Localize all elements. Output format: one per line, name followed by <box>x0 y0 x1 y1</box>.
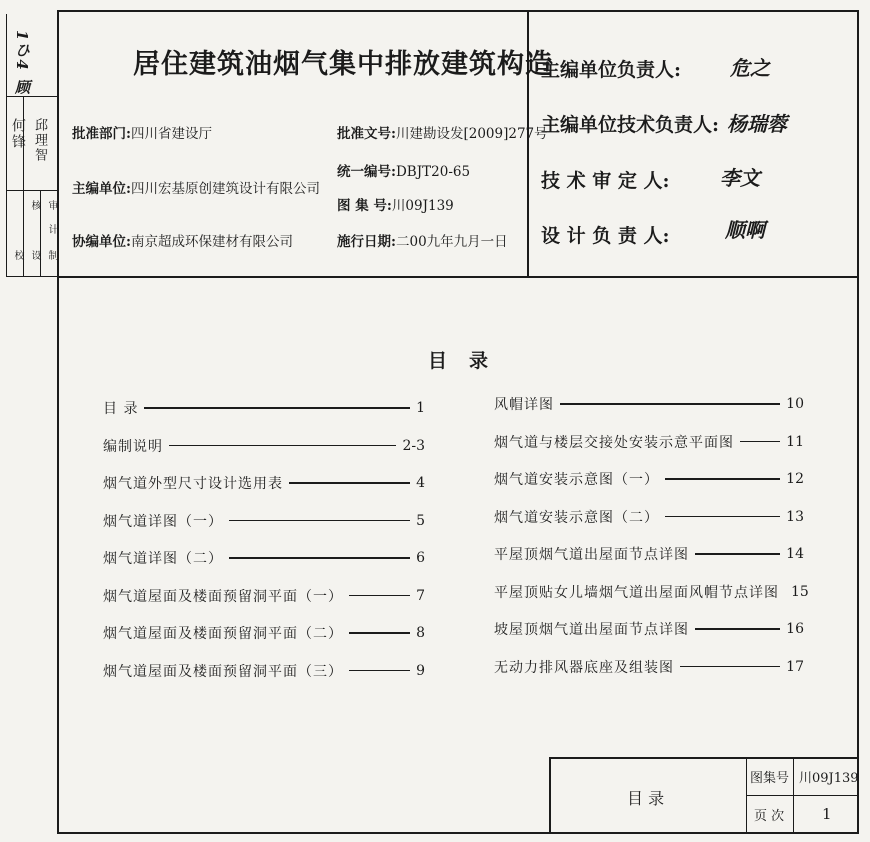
serial-no <box>337 160 470 180</box>
responsible-label: 主编单位技术负责人: <box>541 114 720 136</box>
title-block-atlas: 川09J139 <box>799 771 859 786</box>
toc-entry-label: 烟气道安装示意图（一） <box>494 472 659 488</box>
toc-leader-line <box>680 666 780 667</box>
toc-entry[interactable] <box>103 623 425 643</box>
title-block-name: 目 录 <box>627 789 665 808</box>
toc-leader-line <box>169 445 396 446</box>
atlas-value: 川09J139 <box>391 198 454 214</box>
toc-entry-label: 编制说明 <box>103 438 163 455</box>
toc-entry-page: 8 <box>416 625 425 641</box>
toc-entry-page: 17 <box>786 658 804 675</box>
toc-entry-page: 4 <box>416 475 425 491</box>
title-block-page-label: 页 次 <box>754 809 785 824</box>
side-signature-mid2: 邱理智 <box>32 118 47 163</box>
left-strip-divider <box>6 96 57 97</box>
chief-unit-value: 四川宏基原创建筑设计有限公司 <box>130 181 320 197</box>
toc-entry-page: 5 <box>416 512 425 529</box>
responsible-label: 技 术 审 定 人: <box>541 170 670 192</box>
toc-entry[interactable] <box>494 657 804 677</box>
responsible-signature: 危之 <box>730 56 770 80</box>
toc-entry-page: 6 <box>416 550 425 566</box>
toc-entry[interactable] <box>494 394 804 414</box>
toc-leader-line <box>695 553 780 554</box>
toc-leader-line <box>740 441 780 442</box>
toc-entry[interactable] <box>494 469 804 489</box>
title-block-atlas-label: 图集号 <box>750 771 790 786</box>
toc-entry[interactable] <box>494 432 804 452</box>
toc-title: 目录 <box>428 350 511 372</box>
side-label: 计 <box>46 224 57 235</box>
toc-entry-label: 烟气道屋面及楼面预留洞平面（二） <box>103 626 343 642</box>
approval-no-value: 川建勘设发[2009]277号 <box>395 126 548 142</box>
toc-entry[interactable] <box>103 586 425 606</box>
approval-dept-label: 批准部门: <box>72 126 131 142</box>
toc-entry-label: 平屋顶烟气道出屋面节点详图 <box>494 547 689 563</box>
left-strip-divider <box>6 276 57 277</box>
chief-unit <box>72 177 320 197</box>
effective-date <box>337 230 508 250</box>
responsible-label: 主编单位负责人: <box>541 59 682 81</box>
toc-entry-page: 10 <box>786 396 804 412</box>
toc-leader-line <box>665 478 780 479</box>
approval-dept-value: 四川省建设厅 <box>130 126 212 142</box>
toc-entry-label: 烟气道屋面及楼面预留洞平面（一） <box>103 588 343 605</box>
side-label: 核 <box>29 200 40 211</box>
toc-leader-line <box>229 520 410 521</box>
side-signature-top: 1ひ4 顾 <box>13 30 31 97</box>
side-label: 审 <box>46 200 57 211</box>
toc-leader-line <box>349 670 410 671</box>
side-label: 设 <box>29 250 40 261</box>
toc-entry-page: 7 <box>416 587 425 604</box>
toc-leader-line <box>229 557 410 558</box>
toc-leader-line <box>665 516 780 517</box>
serial-label: 统一编号: <box>337 164 396 180</box>
toc-leader-line <box>349 632 410 633</box>
toc-entry-page: 12 <box>786 471 804 487</box>
approval-no <box>337 122 548 142</box>
toc-entry-page: 1 <box>416 400 425 416</box>
toc-entry[interactable] <box>103 473 425 493</box>
serial-value: DBJT20-65 <box>395 164 471 180</box>
toc-leader-line <box>289 482 410 483</box>
approval-dept <box>72 122 212 142</box>
toc-entry-label: 烟气道安装示意图（二） <box>494 509 659 526</box>
title-block-row <box>746 795 859 796</box>
left-strip-divider <box>6 190 57 191</box>
chief-unit-label: 主编单位: <box>72 181 131 197</box>
side-signature-mid: 何锋 <box>10 118 26 150</box>
left-strip-border <box>6 14 7 276</box>
effective-value: 二00九年九月一日 <box>395 234 508 250</box>
responsible-signature: 李文 <box>720 166 760 190</box>
approval-no-label: 批准文号: <box>337 126 396 142</box>
document-title: 居住建筑油烟气集中排放建筑构造 <box>133 49 553 80</box>
toc-entry-page: 14 <box>786 546 804 562</box>
side-label: 制 <box>46 250 57 261</box>
toc-entry-label: 平屋顶贴女儿墙烟气道出屋面风帽节点详图 <box>494 584 779 601</box>
responsible-label: 设 计 负 责 人: <box>541 225 670 247</box>
toc-entry[interactable] <box>103 511 425 531</box>
toc-entry[interactable] <box>494 544 804 564</box>
toc-entry-page: 13 <box>786 508 804 525</box>
toc-entry-label: 坡屋顶烟气道出屋面节点详图 <box>494 622 689 638</box>
toc-entry-label: 风帽详图 <box>494 397 554 413</box>
toc-entry-label: 目 录 <box>103 401 139 417</box>
toc-entry-page: 2-3 <box>402 437 425 454</box>
co-unit-value: 南京超成环保建材有限公司 <box>130 234 293 250</box>
title-block-page: 1 <box>822 805 832 823</box>
toc-entry-label: 烟气道与楼层交接处安装示意平面图 <box>494 434 734 451</box>
header-bottom-rule <box>57 276 859 278</box>
atlas-label: 图 集 号: <box>337 198 392 214</box>
responsible-signature: 顺啊 <box>725 218 765 242</box>
toc-entry-label: 烟气道详图（二） <box>103 551 223 567</box>
side-label: 校 <box>12 250 23 261</box>
toc-entry-label: 烟气道屋面及楼面预留洞平面（三） <box>103 663 343 680</box>
toc-entry-label: 烟气道详图（一） <box>103 513 223 530</box>
toc-entry[interactable] <box>494 507 804 527</box>
toc-entry-label: 无动力排风器底座及组装图 <box>494 659 674 676</box>
atlas-no <box>337 194 454 214</box>
responsible-signature: 杨瑞蓉 <box>727 112 787 136</box>
toc-leader-line <box>560 403 780 404</box>
toc-entry[interactable] <box>494 619 804 639</box>
toc-leader-line <box>695 628 780 629</box>
toc-entry[interactable] <box>103 436 425 456</box>
toc-entry[interactable] <box>103 661 425 681</box>
co-unit <box>72 230 293 250</box>
toc-entry-label: 烟气道外型尺寸设计选用表 <box>103 476 283 492</box>
toc-entry-page: 9 <box>416 662 425 679</box>
toc-entry[interactable] <box>494 582 809 602</box>
toc-leader-line <box>349 595 410 596</box>
co-unit-label: 协编单位: <box>72 234 131 250</box>
effective-label: 施行日期: <box>337 234 396 250</box>
toc-entry-page: 15 <box>791 583 809 600</box>
toc-entry[interactable] <box>103 398 425 418</box>
toc-leader-line <box>144 407 410 408</box>
toc-entry-page: 11 <box>786 433 804 450</box>
toc-entry[interactable] <box>103 548 425 568</box>
toc-entry-page: 16 <box>786 621 804 637</box>
